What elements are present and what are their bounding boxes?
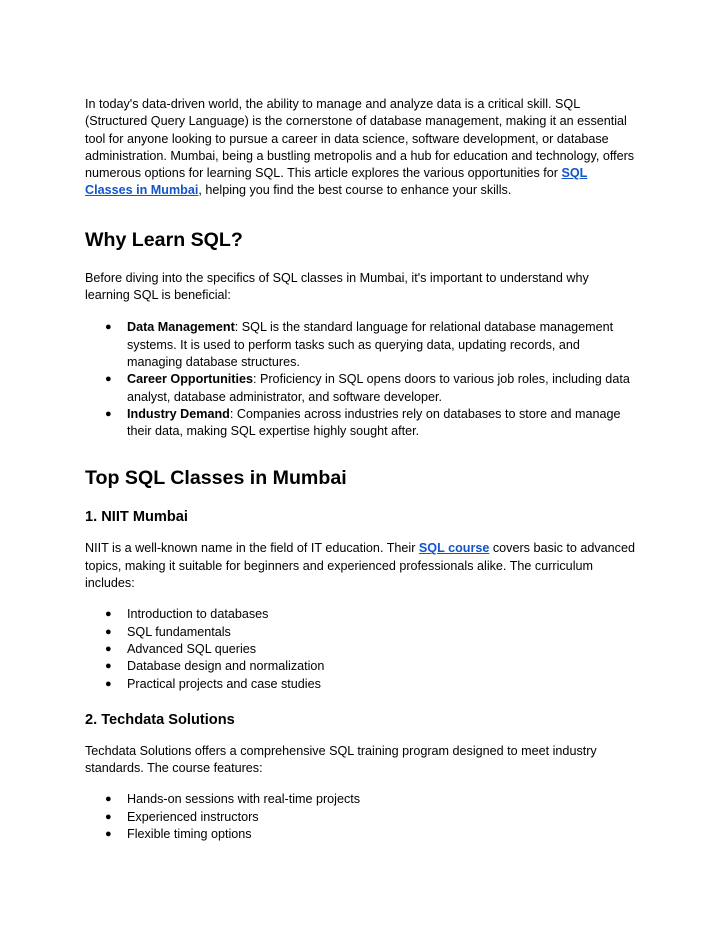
list-item-term: Career Opportunities bbox=[127, 372, 253, 387]
list-item-term: Industry Demand bbox=[127, 406, 230, 421]
intro-text-before-link: In today's data-driven world, the ability to manage and analyze data is a critical skill. SQL (Structured Query Language) is the cornerstone of database management, making it an essential tool for anyone looking to pursue a career in data science, software development, or database administration. Mumbai, being a bustling metropolis and a hub for education and technology, offers numerous options for learning SQL. This article explores the various opportunities for bbox=[85, 97, 635, 181]
bullet-icon: ● bbox=[105, 810, 112, 823]
list-item bbox=[85, 371, 636, 406]
list-item-text: Advanced SQL queries bbox=[127, 641, 257, 656]
bullet-icon: ● bbox=[105, 677, 112, 690]
list-item-text: Database design and normalization bbox=[127, 659, 325, 674]
list-item bbox=[85, 809, 636, 826]
bullet-icon: ● bbox=[105, 642, 112, 655]
niit-mumbai-heading: 1. NIIT Mumbai bbox=[85, 509, 188, 526]
list-item bbox=[85, 624, 636, 641]
list-item-text: Flexible timing options bbox=[127, 827, 252, 842]
list-item-text: Introduction to databases bbox=[127, 607, 269, 622]
bullet-icon: ● bbox=[105, 321, 112, 334]
top-sql-classes-heading: Top SQL Classes in Mumbai bbox=[85, 467, 347, 490]
list-item bbox=[85, 676, 636, 693]
intro-paragraph bbox=[85, 96, 636, 200]
list-item-text: Practical projects and case studies bbox=[127, 676, 321, 691]
niit-text-before-link: NIIT is a well-known name in the field of IT education. Their bbox=[85, 541, 419, 556]
bullet-icon: ● bbox=[105, 625, 112, 638]
bullet-icon: ● bbox=[105, 608, 112, 621]
list-item bbox=[85, 319, 636, 371]
bullet-icon: ● bbox=[105, 407, 112, 420]
list-item bbox=[85, 791, 636, 808]
niit-curriculum-list bbox=[85, 606, 636, 692]
bullet-icon: ● bbox=[105, 373, 112, 386]
list-item-text: Experienced instructors bbox=[127, 809, 259, 824]
techdata-features-list bbox=[85, 791, 636, 843]
why-learn-sql-heading: Why Learn SQL? bbox=[85, 228, 243, 251]
why-intro-paragraph: Before diving into the specifics of SQL classes in Mumbai, it's important to understand why learning SQL is beneficial: bbox=[85, 270, 589, 303]
list-item bbox=[85, 606, 636, 623]
bullet-icon: ● bbox=[105, 793, 112, 806]
list-item bbox=[85, 641, 636, 658]
list-item-term: Data Management bbox=[127, 320, 235, 335]
bullet-icon: ● bbox=[105, 660, 112, 673]
list-item bbox=[85, 406, 636, 441]
techdata-solutions-heading: 2. Techdata Solutions bbox=[85, 711, 235, 728]
list-item-text: : SQL is the standard language for relational database management systems. It is used to perform tasks such as querying data, updating records, and managing database structures. bbox=[127, 320, 614, 369]
intro-text-after-link: , helping you find the best course to enhance your skills. bbox=[198, 183, 512, 198]
niit-text-after-link: covers basic to advanced topics, making it suitable for beginners and experienced professionals alike. The curriculum includes: bbox=[85, 541, 635, 591]
list-item-text: Hands-on sessions with real-time projects bbox=[127, 792, 361, 807]
list-item bbox=[85, 658, 636, 675]
why-benefits-list bbox=[85, 319, 636, 440]
sql-course-link[interactable]: SQL course bbox=[418, 541, 490, 556]
list-item-text: SQL fundamentals bbox=[127, 624, 231, 639]
niit-paragraph bbox=[85, 540, 636, 592]
sql-classes-mumbai-link[interactable]: SQL Classes in Mumbai bbox=[85, 166, 588, 198]
list-item bbox=[85, 826, 636, 843]
techdata-paragraph: Techdata Solutions offers a comprehensive SQL training program designed to meet industry standards. The course features: bbox=[85, 743, 597, 776]
list-item-text: : Proficiency in SQL opens doors to various job roles, including data analyst, database administrator, and software developer. bbox=[127, 372, 630, 404]
bullet-icon: ● bbox=[105, 828, 112, 841]
list-item-text: : Companies across industries rely on databases to store and manage their data, making SQL expertise highly sought after. bbox=[127, 406, 621, 439]
